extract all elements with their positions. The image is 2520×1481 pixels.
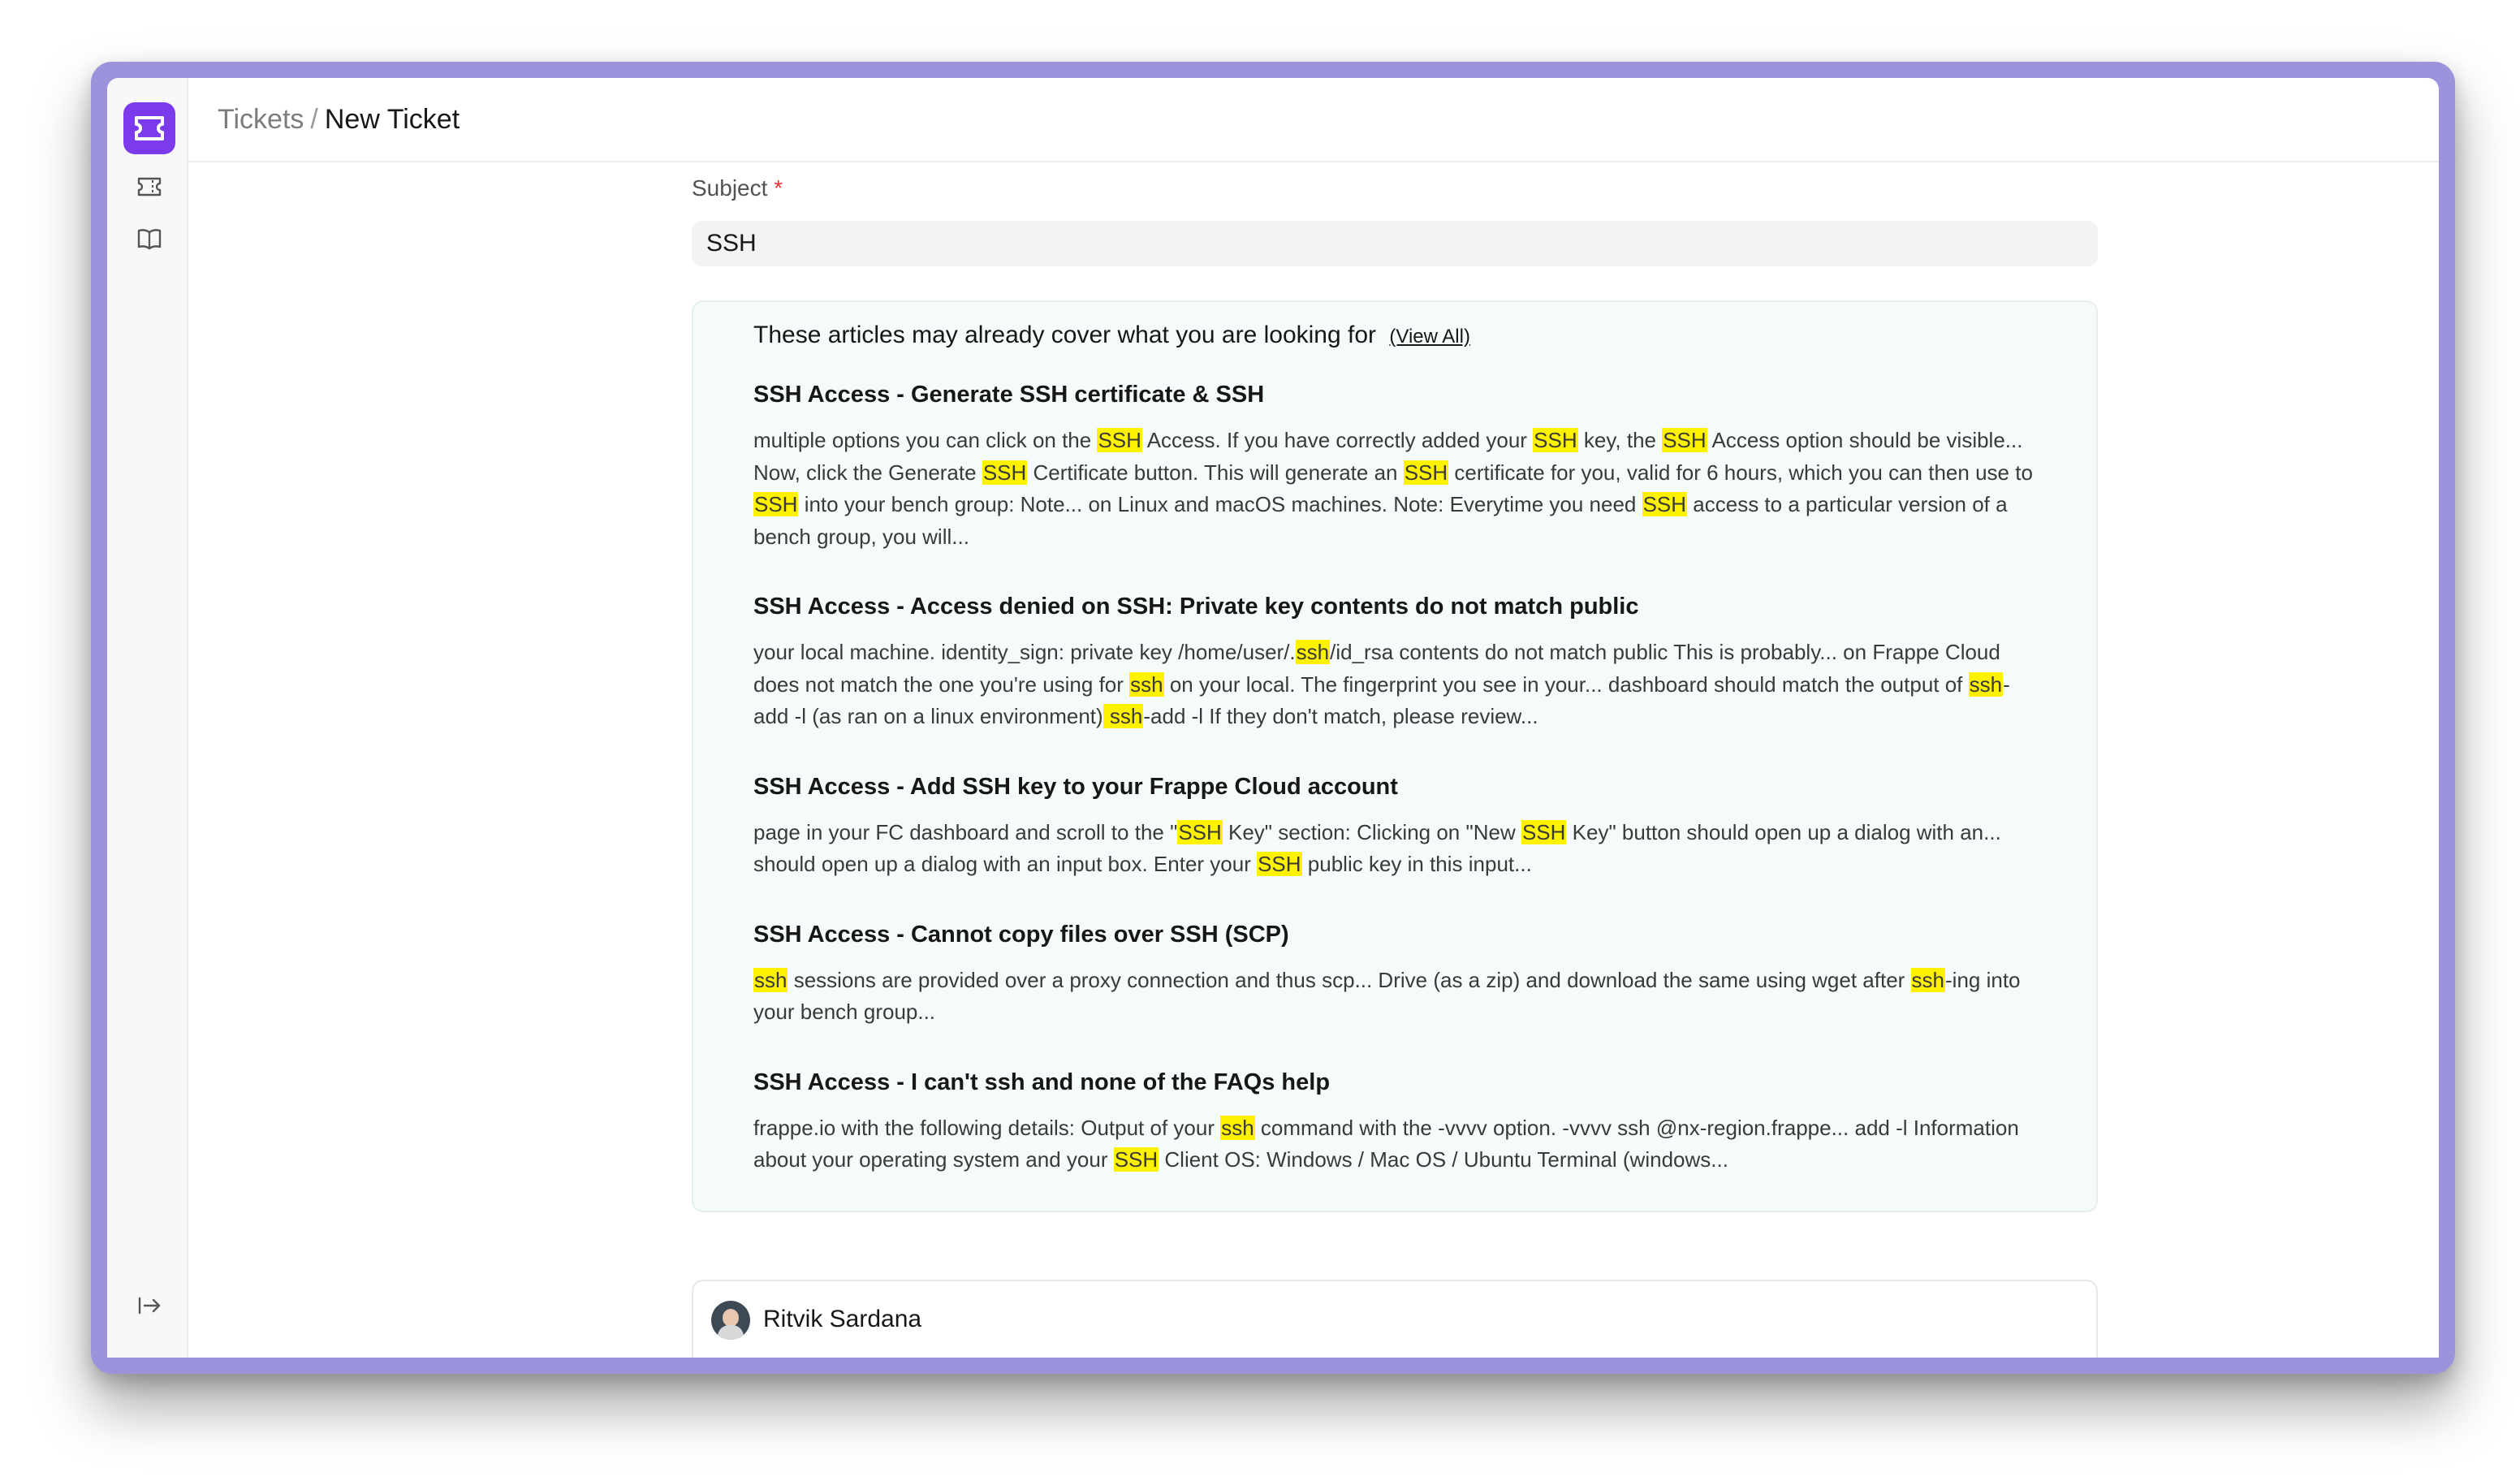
book-icon[interactable] — [132, 221, 167, 257]
main-area — [188, 78, 2439, 1358]
subject-label — [692, 175, 2098, 205]
article-item[interactable] — [753, 594, 2036, 733]
article-item[interactable] — [753, 1069, 2036, 1177]
search-highlight: SSH — [1178, 819, 1222, 844]
article-excerpt: multiple options you can click on the SSH Access. If you have correctly added your SSH key, the SSH Access option should be visible... Now, click the Generate SSH Certificate button. This will generate an SSH certificate for you, valid for 6 hours, which you can then use to SSH into your bench group: Note... on Linux and macOS machines. Note: Everytime you need SSH access to a particular version of a bench group, you will... — [753, 428, 2033, 549]
required-mark: * — [774, 175, 783, 201]
article-item[interactable] — [753, 774, 2036, 881]
article-title[interactable]: SSH Access - Add SSH key to your Frappe Cloud account — [753, 773, 1398, 800]
search-highlight: SSH — [1642, 492, 1687, 516]
search-highlight: SSH — [1663, 428, 1707, 452]
search-highlight: SSH — [1534, 428, 1577, 452]
subject-input[interactable] — [692, 221, 2098, 266]
logout-icon[interactable] — [132, 1288, 167, 1323]
search-highlight: SSH — [1114, 1147, 1159, 1172]
avatar — [711, 1301, 750, 1340]
view-all-link[interactable]: (View All) — [1389, 326, 1470, 348]
search-highlight: ssh — [1296, 640, 1330, 664]
search-highlight: ssh — [754, 967, 788, 992]
search-highlight: SSH — [1404, 460, 1448, 485]
search-highlight: ssh — [1969, 671, 2003, 697]
articles-heading-text: These articles may already cover what you are looking for — [753, 322, 1377, 348]
app-logo-icon[interactable] — [123, 102, 175, 154]
app-window — [107, 78, 2439, 1358]
search-highlight: SSH — [982, 460, 1027, 485]
comment-author-name: Ritvik Sardana — [763, 1306, 922, 1332]
article-list — [753, 382, 2036, 1177]
search-highlight: ssh — [1130, 671, 1163, 697]
article-title[interactable]: SSH Access - Cannot copy files over SSH (SCP) — [753, 921, 1289, 948]
article-title[interactable]: SSH Access - Access denied on SSH: Private key contents do not match public — [753, 594, 1639, 620]
search-highlight: SSH — [754, 492, 798, 516]
sidebar — [107, 78, 188, 1358]
window-frame — [91, 62, 2455, 1374]
search-highlight: ssh — [1221, 1115, 1254, 1140]
article-title[interactable]: SSH Access - I can't ssh and none of the FAQs help — [753, 1069, 1331, 1095]
search-highlight: SSH — [1521, 819, 1566, 844]
ticket-form — [692, 175, 2098, 1212]
breadcrumb — [188, 78, 2439, 162]
article-excerpt: your local machine. identity_sign: private key /home/user/.ssh/id_rsa contents do not match public This is probably... on Frappe Cloud does not match the one you're using for ssh on your local. The fingerprint you see in your... dashboard should match the output of ssh-add -l (as ran on a linux environment) ssh-add -l If they don't match, please review... — [753, 640, 2010, 728]
suggested-articles-panel — [692, 300, 2098, 1212]
article-title[interactable]: SSH Access - Generate SSH certificate & SSH — [753, 382, 1265, 408]
breadcrumb-separator: / — [310, 103, 318, 135]
article-excerpt: ssh sessions are provided over a proxy connection and thus scp... Drive (as a zip) and download the same using wget after ssh-ing into your bench group... — [753, 967, 2021, 1024]
search-highlight: SSH — [1098, 428, 1141, 452]
comment-editor[interactable] — [692, 1280, 2098, 1358]
article-item[interactable] — [753, 922, 2036, 1029]
article-item[interactable] — [753, 382, 2036, 553]
breadcrumb-tickets-link[interactable]: Tickets — [218, 103, 304, 135]
search-highlight: ssh — [1911, 967, 1945, 992]
ticket-icon[interactable] — [132, 169, 167, 205]
article-excerpt: frappe.io with the following details: Output of your ssh command with the -vvvv option. -vvvv ssh @nx-region.frappe... add -l Information about your operating system and your SSH Client OS: Windows / Mac OS / Ubuntu Terminal (windows... — [753, 1115, 2019, 1172]
articles-heading — [753, 322, 2036, 349]
page-title: New Ticket — [324, 103, 460, 135]
subject-label-text: Subject — [692, 175, 768, 201]
search-highlight: SSH — [1258, 852, 1301, 876]
search-highlight: ssh — [1103, 704, 1143, 728]
article-excerpt: page in your FC dashboard and scroll to the "SSH Key" section: Clicking on "New SSH Key" button should open up a dialog with an... should open up a dialog with an input box. Enter your SSH public key in this input... — [753, 819, 2001, 876]
